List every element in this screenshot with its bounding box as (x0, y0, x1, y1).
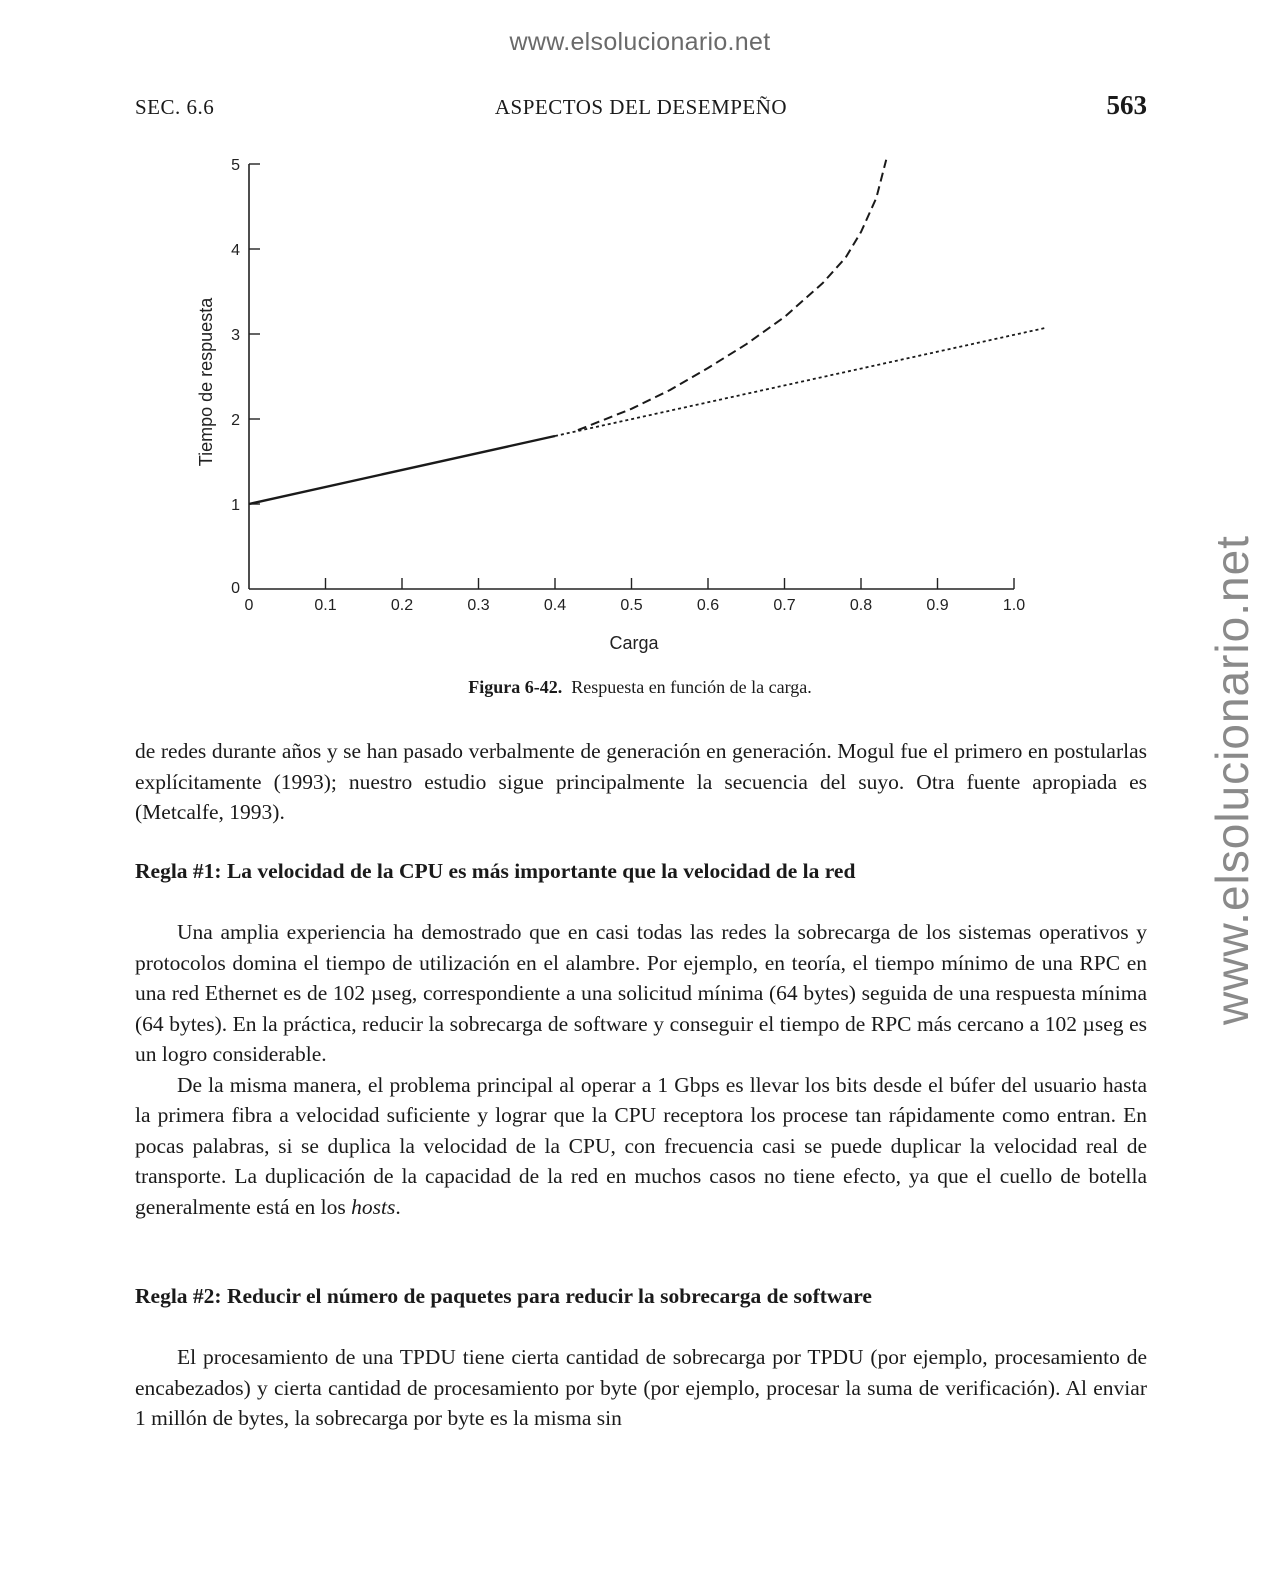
x-tick-label: 0.2 (390, 597, 414, 614)
section-number: SEC. 6.6 (135, 95, 215, 119)
y-tick-label: 2 (231, 412, 240, 429)
watermark-top: www.elsolucionario.net (509, 28, 771, 56)
chapter-title: ASPECTOS DEL DESEMPEÑO (494, 95, 788, 119)
paragraph-rule-1-b (135, 1070, 1147, 1223)
y-tick-label: 4 (231, 242, 240, 259)
x-tick-label: 0.9 (926, 597, 949, 614)
x-tick-label: 0.3 (467, 597, 490, 614)
figure-label: Figura 6-42. (468, 677, 563, 697)
figure-text: Respuesta en función de la carga. (571, 677, 812, 697)
paragraph-rule-1-b-end: . (395, 1194, 401, 1219)
x-tick-label: 0.4 (543, 597, 567, 614)
y-axis-label: Tiempo de respuesta (196, 297, 216, 467)
section-heading-rule-1: Regla #1: La velocidad de la CPU es más importante que la velocidad de la red (135, 859, 856, 883)
section-heading-rule-2: Regla #2: Reducir el número de paquetes para reducir la sobrecarga de software (135, 1284, 872, 1308)
series-dotted-line (555, 328, 1045, 436)
running-header (135, 90, 1147, 122)
response-load-chart (180, 145, 1060, 665)
series-dashed-line (578, 160, 886, 430)
paragraph-continuation: de redes durante años y se han pasado verbalmente de generación en generación. Mogul fue el primero en postularlas explícitamente (1993); nuestro estudio sigue principalmente la secuencia del suyo. Otra fuente apropiada es (Metcalfe, 1993). (135, 739, 1147, 824)
paragraph-rule-2-a: El procesamiento de una TPDU tiene cierta cantidad de sobrecarga por TPDU (por ejemplo, procesamiento de encabezados) y cierta cantidad de procesamiento por byte (por ejemplo, procesar la suma de verificación). Al enviar 1 millón de bytes, la sobrecarga por byte es la misma sin (135, 1345, 1147, 1430)
x-tick-label: 0.6 (696, 597, 720, 614)
x-tick-label: 0.1 (314, 597, 337, 614)
x-tick-label: 0.5 (620, 597, 643, 614)
paragraph-rule-1-a: Una amplia experiencia ha demostrado que en casi todas las redes la sobrecarga de los sistemas operativos y protocolos domina el tiempo de utilización en el alambre. Por ejemplo, en teoría, el tiempo mínimo de una RPC en una red Ethernet es de 102 µseg, correspondiente a una solicitud mínima (64 bytes) seguida de una respuesta mínima (64 bytes). En la práctica, reducir la sobrecarga de software y conseguir el tiempo de RPC más cercano a 102 µseg es un logro considerable. (135, 920, 1147, 1066)
section-heading-rule-2-wrap (135, 1281, 1147, 1312)
x-tick-label: 0 (244, 597, 254, 614)
x-axis-label: Carga (609, 633, 659, 653)
y-tick-label: 0 (231, 580, 240, 597)
body-block-3 (135, 1342, 1147, 1434)
italic-term-hosts: hosts (351, 1194, 396, 1219)
x-tick-label: 1.0 (1002, 597, 1026, 614)
y-tick-label: 5 (231, 157, 240, 174)
body-block-1 (135, 736, 1147, 828)
section-heading-rule-1-wrap (135, 856, 1147, 887)
x-tick-label: 0.7 (773, 597, 796, 614)
paragraph-rule-1-b-text: De la misma manera, el problema principal al operar a 1 Gbps es llevar los bits desde el búfer del usuario hasta la primera fibra a velocidad suficiente y lograr que la CPU receptora los procese tan rápidamente como entran. En pocas palabras, si se duplica la velocidad de la CPU, con frecuencia casi se puede duplicar la velocidad real de transporte. La duplicación de la capacidad de la red en muchos casos no tiene efecto, ya que el cuello de botella generalmente está en los (135, 1072, 1147, 1219)
figure-caption (0, 677, 1280, 698)
page-number: 563 (1106, 90, 1147, 120)
y-tick-label: 1 (231, 497, 240, 514)
series-solid-line (249, 436, 555, 504)
y-tick-label: 3 (231, 327, 240, 344)
body-block-2 (135, 917, 1147, 1222)
x-tick-label: 0.8 (849, 597, 873, 614)
watermark-side: www.elsolucionario.net (1206, 535, 1258, 1025)
